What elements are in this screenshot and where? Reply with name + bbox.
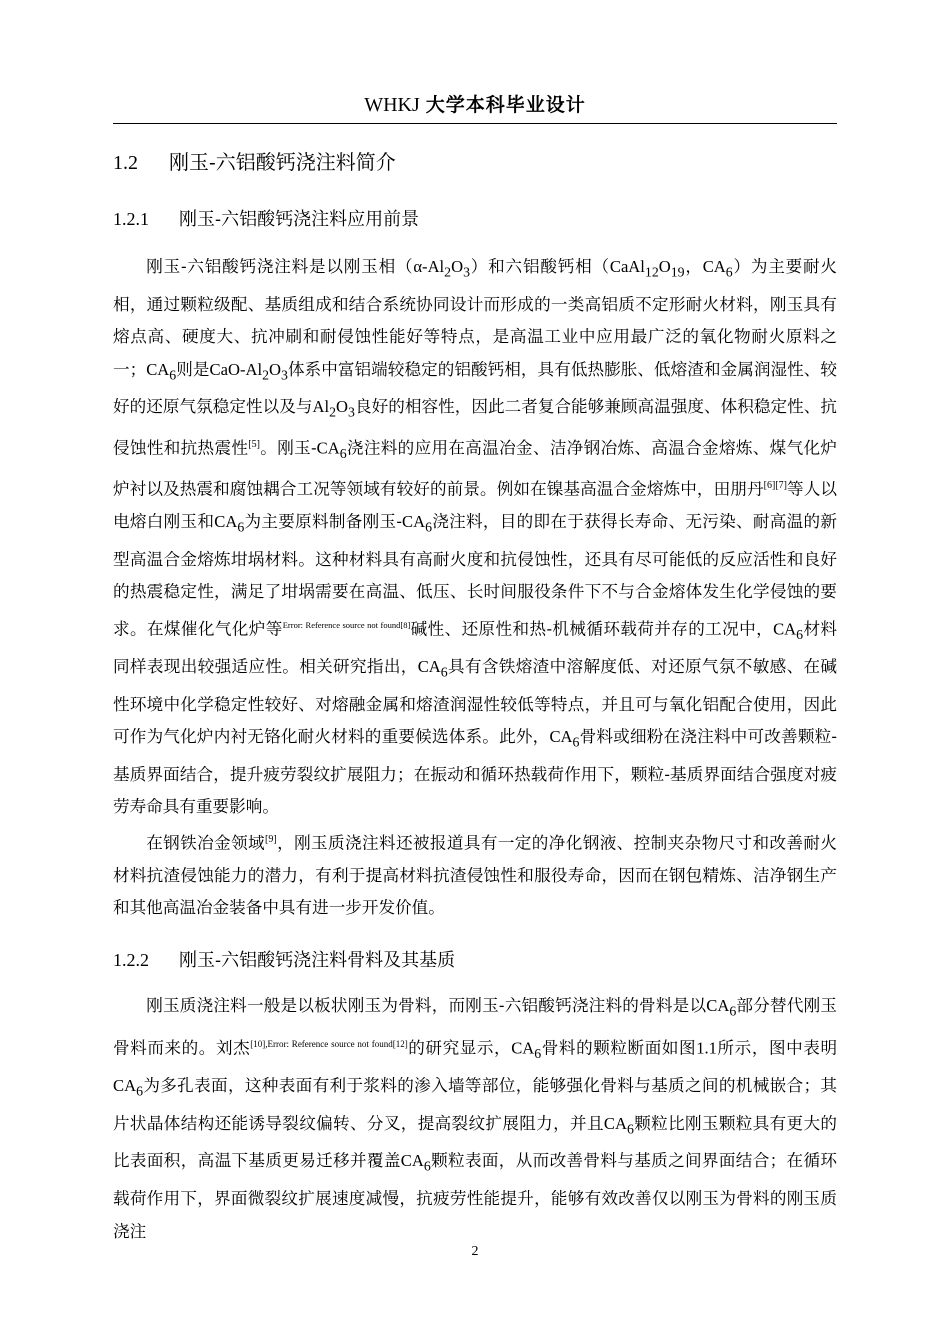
text-run: 的研究显示， — [407, 1038, 512, 1058]
text-run: 刚玉-六铝酸钙浇注料是以刚玉相（ — [146, 257, 414, 276]
text-run: ，刚玉质浇注料还被报道具有一定的净化钢液、控制夹杂物尺寸和改善耐火材料抗渣侵蚀能力的潜力，有利于提高材料抗渣侵蚀性和服役寿命，因而在钢包精炼、洁净钢生产和其他高温冶金装备中具有进一步开发价值。 — [113, 833, 838, 917]
subscript: 12 — [644, 264, 659, 280]
text-run: ）为主要耐火相，通过颗粒级配、基质组成和结合系统协同设计而形成的一类高铝质不定形耐火材料，刚玉具有熔点高、硬度大、抗冲刷和耐侵蚀性能好等特点，是高温工业中应用最广泛的氧化物耐火原料之一； — [113, 257, 838, 379]
subscript: 6 — [136, 1083, 143, 1099]
section-body-1 — [113, 251, 837, 924]
subsection-heading-2 — [113, 947, 455, 974]
header-latin: WHKJ — [364, 94, 420, 116]
citation-error: [10],Error: Reference source not found[12] — [250, 1038, 408, 1049]
subscript: 6 — [572, 734, 580, 750]
chemical-formula: CaAl — [609, 257, 645, 276]
chemical-formula: CA — [400, 1151, 424, 1171]
subscript: 6 — [423, 1158, 431, 1174]
text-run: 具有含铁熔渣中溶解度低、对还原气氛不敏感、在碱性环境中化学稳定性较好、对熔融金属和熔渣润湿性较低等特点，并且可与氧化铝配合使用，因此可作为气化炉内衬无铬化耐火材料的重要候选体系。此外， — [113, 656, 838, 747]
running-header — [113, 92, 837, 118]
subscript: 6 — [169, 366, 177, 382]
text-run: 骨料的颗粒断面如图 — [541, 1038, 697, 1058]
text-run: 碱性、还原性和热-机械循环载荷并存的工况中， — [410, 619, 774, 639]
paragraph-2 — [113, 824, 837, 925]
text-run: 材料同样表现出较强适应性。相关研究指出， — [113, 619, 838, 676]
subsection-title: 刚玉-六铝酸钙浇注料骨料及其基质 — [179, 950, 456, 971]
subsection-number: 1.2.1 — [113, 209, 149, 229]
text-run: 等人以电熔白刚玉和 — [113, 479, 838, 532]
subscript: 6 — [729, 1003, 737, 1019]
text-run: 颗粒比刚玉颗粒具有更大的比表面积，高温下基质更易迁移并覆盖 — [113, 1113, 838, 1171]
text-run: ， — [684, 257, 703, 276]
subscript: 6 — [440, 664, 448, 680]
chemical-formula: O — [658, 257, 671, 276]
chemical-formula: CA — [706, 996, 730, 1015]
subscript: 6 — [725, 264, 733, 280]
header-rule — [113, 123, 837, 124]
paragraph-3 — [113, 990, 837, 1248]
citation: [6][7] — [763, 480, 787, 492]
subscript: 6 — [237, 519, 245, 535]
chemical-formula: CA — [113, 1075, 137, 1095]
citation-error: Error: Reference source not found[8] — [282, 619, 411, 630]
subscript: 19 — [670, 264, 685, 280]
chemical-formula: CA — [402, 512, 426, 532]
chemical-formula: O — [336, 397, 348, 417]
chemical-formula: α-Al — [413, 257, 445, 276]
subscript: 6 — [425, 519, 433, 535]
text-run: 。刚玉- — [259, 438, 317, 458]
text-run: 刚玉质浇注料一般是以板状刚玉为骨料，而刚玉-六铝酸钙浇注料的骨料是以 — [146, 996, 707, 1015]
chemical-formula: CA — [146, 359, 170, 379]
chemical-formula: CA — [316, 438, 340, 458]
chemical-formula: CA — [511, 1038, 535, 1058]
page-number: 2 — [471, 1244, 479, 1259]
subsection-heading-1 — [113, 206, 419, 233]
subsection-number: 1.2.2 — [113, 950, 149, 970]
subscript: 6 — [796, 626, 804, 642]
paragraph-1 — [113, 251, 837, 824]
chemical-formula: CA — [214, 512, 238, 532]
text-run: 体系中富铝端较稳定的铝酸钙相，具有低热膨胀、低熔渣和金属润湿性、较好的还原气氛稳定性以及与 — [113, 359, 838, 417]
text-run: 则是 — [176, 359, 210, 379]
text-run: 骨料或细粉在浇注料中可改善颗粒-基质界面结合，提升疲劳裂纹扩展阻力；在振动和循环热载荷作用下，颗粒-基质界面结合强度对疲劳寿命具有重要影响。 — [113, 727, 838, 817]
subscript: 2 — [444, 264, 452, 280]
section-number: 1.2 — [113, 152, 138, 174]
chemical-formula: CA — [549, 727, 573, 747]
text-run: ）和六铝酸钙相（ — [470, 257, 610, 276]
citation: [9] — [265, 833, 277, 845]
text-run: 部分替代刚玉骨料而来的。刘杰 — [113, 996, 838, 1058]
subscript: 6 — [534, 1045, 542, 1061]
section-body-2 — [113, 990, 837, 1248]
text-run: 良好的相容性，因此二者复合能够兼顾高温强度、体积稳定性、抗侵蚀性和抗热震性 — [113, 397, 838, 458]
text-run: 为主要原料制备刚玉- — [244, 512, 403, 532]
section-heading — [113, 148, 396, 177]
text-run: 所示，图中表明 — [716, 1038, 838, 1058]
subscript: 3 — [463, 264, 470, 280]
subscript: 6 — [339, 445, 347, 461]
chemical-formula: CA — [603, 1113, 627, 1133]
text-run: 颗粒表面，从而改善骨料与基质之间界面结合；在循环载荷作用下，界面微裂纹扩展速度减慢，抗疲劳性能提升，能够有效改善仅以刚玉为骨料的刚玉质浇注 — [113, 1151, 838, 1241]
chemical-formula: CA — [773, 619, 797, 639]
subscript: 2 — [329, 404, 337, 420]
text-run: 浇注料，目的即在于获得长寿命、无污染、耐高温的新型高温合金熔炼坩埚材料。这种材料具有高耐火度和抗侵蚀性，还具有尽可能低的反应活性和良好的热震稳定性，满足了坩埚需要在高温、低压、长时间服役条件下不与合金熔体发生化学侵蚀的要求。在煤催化气化炉等 — [113, 512, 838, 639]
text-run: 为多孔表面，这种表面有利于浆料的渗入墙等部位，能够强化骨料与基质之间的机械嵌合；其片状晶体结构还能诱导裂纹偏转、分叉，提高裂纹扩展阻力，并且 — [113, 1075, 837, 1133]
subsection-title: 刚玉-六铝酸钙浇注料应用前景 — [179, 209, 420, 230]
figure-reference: 1.1 — [696, 1038, 717, 1058]
text-run: 在钢铁冶金领域 — [146, 833, 266, 853]
chemical-formula: O — [451, 257, 464, 276]
citation: [5] — [248, 438, 260, 450]
subscript: 2 — [262, 366, 270, 382]
chemical-formula: CA — [417, 656, 441, 676]
text-run: 浇注料的应用在高温冶金、洁净钢冶炼、高温合金熔炼、煤气化炉炉衬以及热震和腐蚀耦合工况等领域有较好的前景。例如在镍基高温合金熔炼中，田朋丹 — [113, 438, 838, 499]
chemical-formula: O — [269, 359, 281, 379]
section-title: 刚玉-六铝酸钙浇注料简介 — [169, 150, 396, 174]
subscript: 6 — [626, 1121, 634, 1136]
chemical-formula: CA — [702, 257, 726, 276]
subscript: 3 — [281, 366, 288, 382]
header-title: 大学本科毕业设计 — [425, 94, 586, 116]
chemical-formula: CaO-Al — [209, 359, 263, 379]
subscript: 3 — [348, 404, 355, 420]
chemical-formula: Al — [312, 397, 330, 417]
